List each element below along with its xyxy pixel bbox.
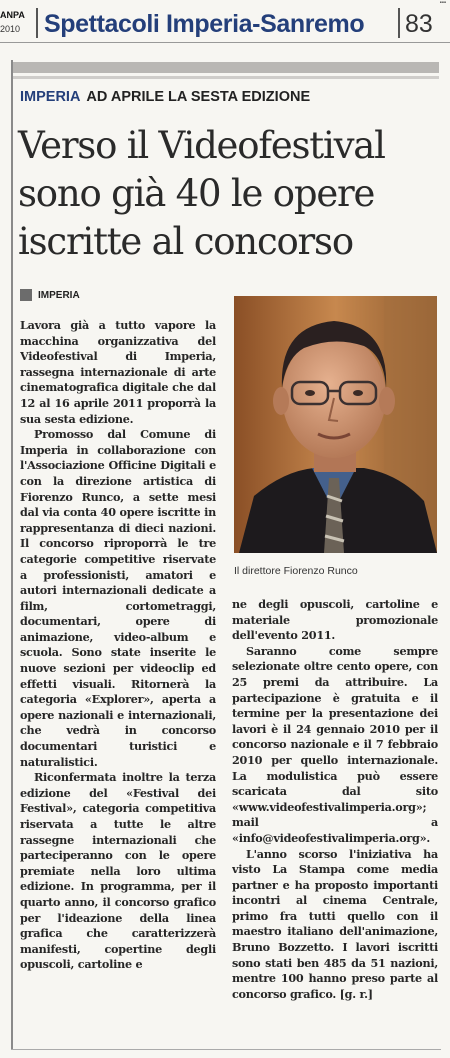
article-headline <box>18 122 443 266</box>
corner-mark: ▪▪▪ <box>439 0 446 6</box>
headline-line: Verso il Videofestival <box>18 124 385 167</box>
dateline-location: IMPERIA <box>38 289 80 301</box>
body-paragraph: L'anno scorso l'iniziativa ha visto La Stampa come media partner e ha proposto importanti incontri al cinema Centrale, primo fra tutti quello con il maestro italiano dell'animazione, Bruno Bozzetto. I lavori iscritti sono stati ben 485 da 51 nazioni, mentre 100 hanno preso parte al concorso grafico. [g. r.] <box>232 846 438 1001</box>
body-paragraph: Riconfermata inoltre la terza edizione del «Festival dei Festival», categoria competitiva riservata a tutte le altre rassegne internazionali che parteciperanno con le opere premiate nella loro ultima edizione. In programma, per il quarto anno, il concorso grafico per l'ideazione della linea grafica che caratterizzerà manifesti, copertine degli opuscoli, cartoline e <box>20 770 216 972</box>
dateline <box>20 289 80 301</box>
newspaper-name-fragment: ANPA <box>0 10 25 20</box>
headline-line: iscritte al concorso <box>18 220 353 263</box>
article-left-border <box>11 60 13 1050</box>
article-bottom-border <box>11 1049 441 1050</box>
headline-line: sono già 40 le opere <box>18 172 375 215</box>
body-paragraph: ne degli opuscoli, cartoline e materiale promozionale dell'evento 2011. <box>232 597 438 643</box>
article-column-2 <box>232 597 438 1047</box>
section-title: Spettacoli Imperia-Sanremo <box>44 10 365 38</box>
body-paragraph: Lavora già a tutto vapore la macchina organizzativa del Videofestival di Imperia, rassegna internazionale di arte cinematografica digitale che dal 12 al 16 aprile 2011 proporrà la sua sesta edizione. <box>20 318 216 426</box>
header-divider <box>36 8 38 38</box>
body-paragraph: Saranno come sempre selezionate oltre cento opere, con 25 premi da attribuire. La partecipazione è gratuita e il termine per la presentazione dei lavori è il 24 gennaio 2010 per il concorso nazionale e il 7 febbraio 2010 per quello internazionale. La modulistica può essere scaricata dal sito «www.videofestivalimperia.org»; mail a «info@videofestivalimperia.org». <box>232 643 438 845</box>
director-photo <box>234 296 437 553</box>
body-paragraph: Promosso dal Comune di Imperia in collaborazione con l'Associazione Officine Digitali e con la direzione artistica di Fiorenzo Runco, a sette mesi dal via conta 40 opere iscritte in rappresentanza di dieci nazioni. Il concorso riproporrà le tre categorie competitive riservate a professionisti, amatori e autori internazionali dedicate a film, cortometraggi, documentari, opere di animazione, video-album e scuola. Sono state inserite le nuove sezioni per videoclip ed effetti visuali. Ritornerà la categoria «Explorer», aperta a opere nazionali e internazionali, che vedrà in concorso documentari turistici e naturalistici. <box>20 427 216 769</box>
article-top-band-thin <box>13 76 439 79</box>
article-top-band <box>13 62 439 73</box>
article-column-1 <box>20 318 216 1043</box>
header-rule <box>0 42 450 43</box>
photo-caption: Il direttore Fiorenzo Runco <box>234 565 358 577</box>
article-kicker <box>20 88 310 106</box>
date-fragment: 2010 <box>0 24 21 34</box>
page-number: 83 <box>405 10 433 38</box>
dateline-square-icon <box>20 289 32 301</box>
header-divider <box>398 8 400 38</box>
portrait-illustration <box>234 296 437 553</box>
kicker-location: IMPERIA <box>20 89 81 105</box>
page-header <box>0 0 450 46</box>
kicker-text: AD APRILE LA SESTA EDIZIONE <box>86 89 311 105</box>
